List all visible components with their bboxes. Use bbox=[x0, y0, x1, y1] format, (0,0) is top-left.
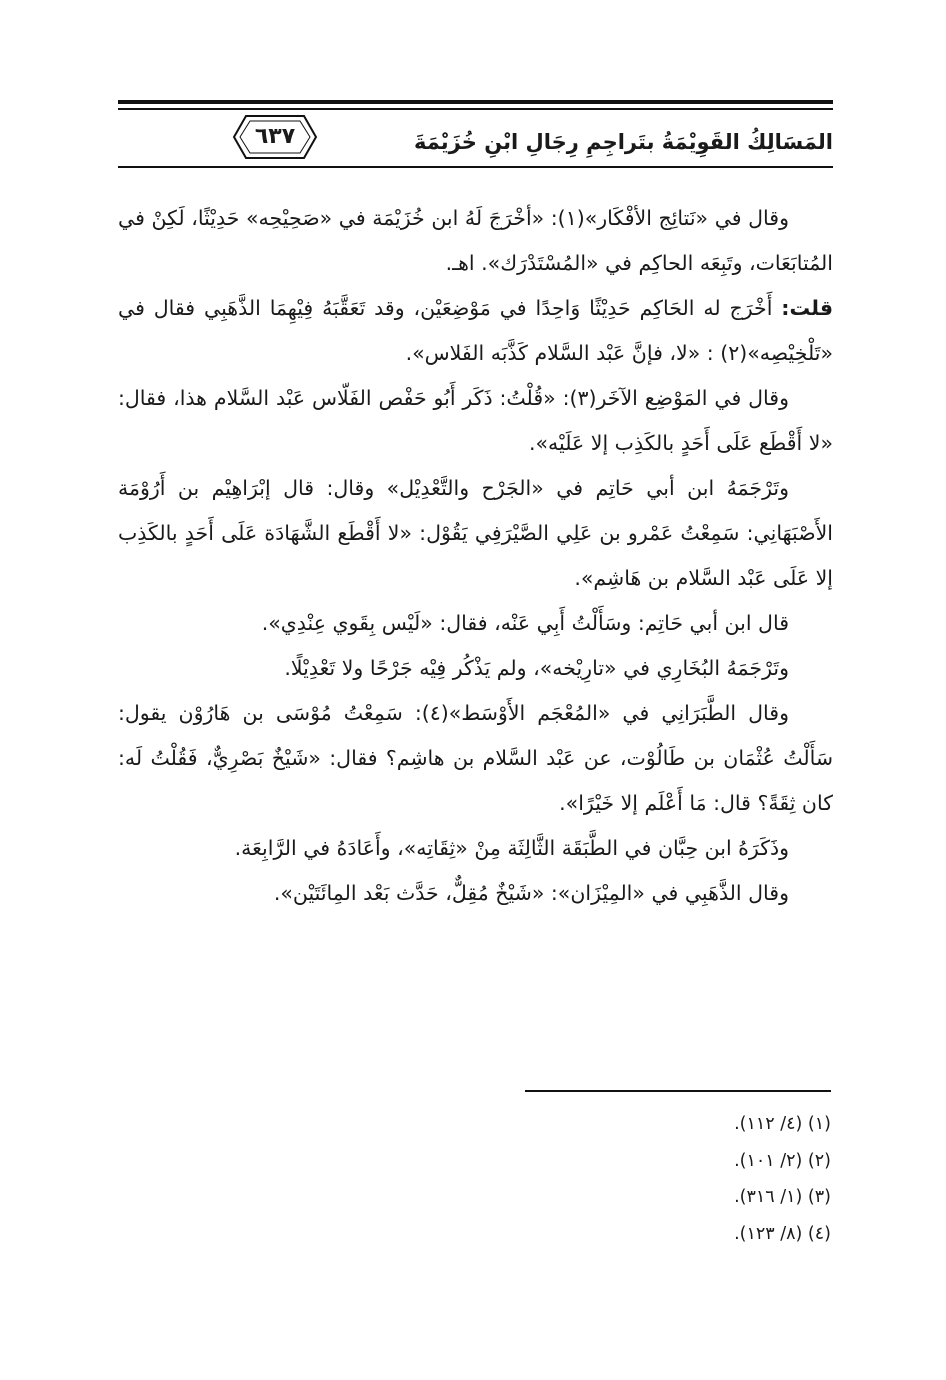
paragraph-text: قال ابن أبي حَاتِم: وسَأَلْتُ أَبِي عَنْه، فقال: «لَيْس بِقَوي عِنْدِي». bbox=[261, 611, 789, 635]
paragraph-text: وتَرْجَمَهُ البُخَارِي في «تارِيْخه»، ولم يَذْكُر فِيْه جَرْحًا ولا تَعْدِيْلًا. bbox=[284, 656, 789, 680]
page-number: ٦٣٧ bbox=[254, 124, 296, 149]
footnote: (٣) (١/ ٣١٦). bbox=[734, 1187, 831, 1207]
paragraph-text: وذَكَرَهُ ابن حِبَّان في الطَّبَقَة الثَّالِثَة مِنْ «ثِقَاتِه»، وأَعَادَهُ في الرَّابِعَة. bbox=[234, 836, 789, 860]
paragraph bbox=[118, 871, 833, 916]
header-rule-thick bbox=[118, 100, 833, 104]
paragraph bbox=[118, 196, 833, 286]
main-text bbox=[118, 196, 833, 916]
paragraph bbox=[118, 286, 833, 376]
paragraph-text: وقال في المَوْضِع الآخَر(٣): «قُلْتُ: ذَكَر أَبُو حَفْص الفَلّاس عَبْد السَّلام هذا، فقال: «لا أَقْطَع عَلَى أَحَدٍ بالكَذِب إلا عَلَيْه». bbox=[118, 386, 833, 455]
paragraph-text: وقال في «نَتائِج الأفْكَار»(١): «أخْرَجَ لَهُ ابن خُزَيْمَة في «صَحِيْحِه» حَدِيْثًا، لَكِنْ في المُتابَعَات، وتَبِعَه الحاكِم في «المُسْتَدْرَك». اهـ. bbox=[118, 206, 833, 275]
footnote-separator bbox=[525, 1090, 831, 1092]
footnote: (٤) (٨/ ١٢٣). bbox=[734, 1223, 831, 1244]
paragraph bbox=[118, 376, 833, 466]
page-number-badge bbox=[230, 112, 320, 162]
paragraph-text: أَخْرَج له الحَاكِم حَدِيْثًا وَاحِدًا في مَوْضِعَيْن، وقد تَعَقَّبَهُ فِيْهِمَا الذَّهَبِي فقال في «تَلْخِيْصِه»(٢) : «لا، فإنَّ عَبْد السَّلام كَذَّبَه الفَلاس». bbox=[118, 296, 833, 365]
footnote: (١) (٤/ ١١٢). bbox=[734, 1114, 831, 1134]
header-rule-thin bbox=[118, 108, 833, 110]
paragraph-text: وقال الطَّبَرَانِي في «المُعْجَم الأَوْسَط»(٤): سَمِعْتُ مُوْسَى بن هَارُوْن يقول: سَأَلْتُ عُثْمَان بن طَالُوْت، عن عَبْد السَّلام بن هاشِم؟ فقال: «شَيْخٌ بَصْرِيٌّ، فَقُلْتُ لَه: كان ثِقَةً؟ قال: مَا أَعْلَم إلا خَيْرًا». bbox=[118, 701, 833, 815]
paragraph-text: وقال الذَّهَبِي في «المِيْزَان»: «شَيْخٌ مُقِلٌّ، حَدَّث بَعْد المِائَتَيْن». bbox=[273, 881, 789, 905]
paragraph-label: قلت: bbox=[781, 296, 833, 320]
paragraph bbox=[118, 601, 833, 646]
page-header bbox=[118, 92, 833, 172]
paragraph bbox=[118, 466, 833, 601]
paragraph-text: وتَرْجَمَهُ ابن أبي حَاتِم في «الجَرْح والتَّعْدِيْل» وقال: قال إبْرَاهِيْم بن أَرُوْمَة الأَصْبَهَانِي: سَمِعْتُ عَمْرو بن عَلِي الصَّيْرَفِي يَقُوْل: «لا أَقْطَع الشَّهَادَة عَلَى أَحَدٍ بالكَذِب إلا عَلَى عَبْد السَّلام بن هَاشِم». bbox=[118, 476, 833, 590]
paragraph bbox=[118, 826, 833, 871]
running-title: المَسَالِكُ القَوِيْمَةُ بتَراجِمِ رِجَالِ ابْنِ خُزَيْمَةَ bbox=[413, 130, 833, 154]
footnote: (٢) (٢/ ١٠١). bbox=[734, 1150, 831, 1171]
header-rule-bottom bbox=[118, 166, 833, 168]
paragraph bbox=[118, 646, 833, 691]
paragraph bbox=[118, 691, 833, 826]
footnotes bbox=[500, 1106, 831, 1252]
